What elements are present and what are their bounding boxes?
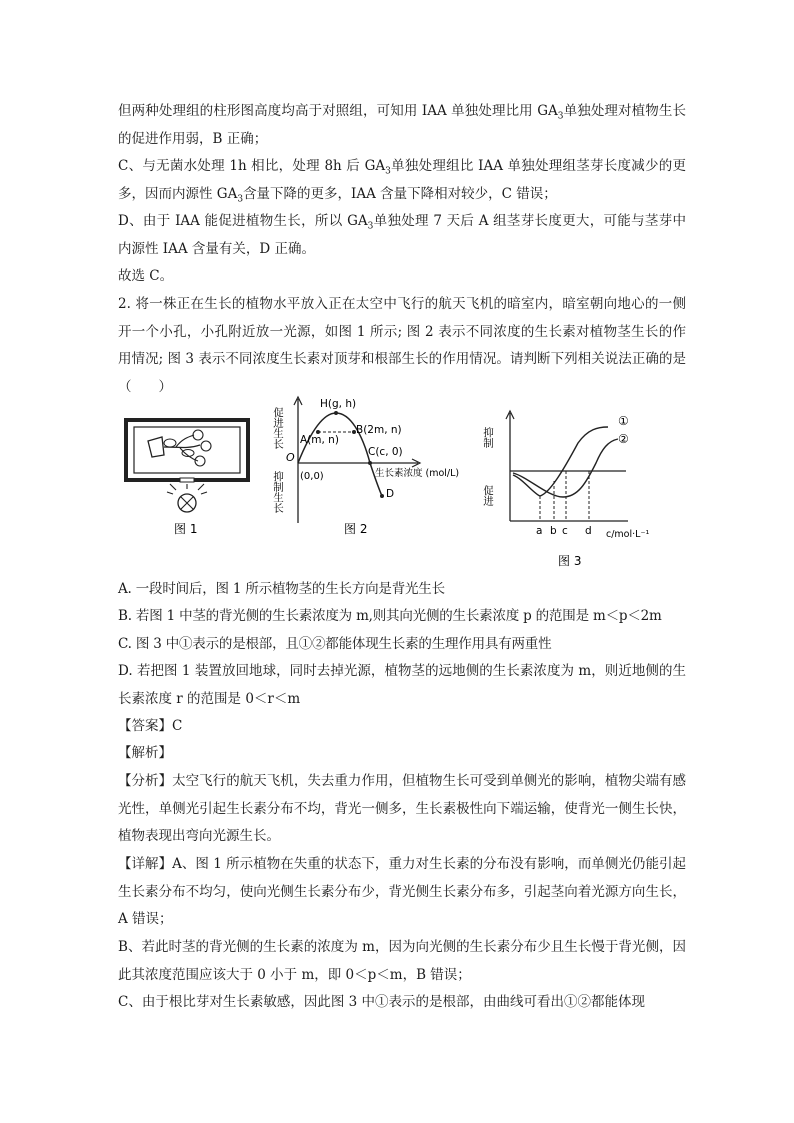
origin-coord-label: (0,0) (300, 471, 324, 482)
option-d: D. 若把图 1 装置放回地球，同时去掉光源，植物茎的远地侧的生长素浓度为 m，则近地侧的生长素浓度 r 的范围是 0＜r＜m (118, 663, 686, 707)
question-2-stem: 2. 将一株正在生长的植物水平放入正在太空中飞行的航天飞机的暗室内，暗室朝向地心的一侧开一个小孔，小孔附近放一光源，如图 1 所示; 图 2 表示不同浓度的生长素对植物茎生长的作用情况; 图 3 表示不同浓度生长素对顶芽和根部生长的作用情况。请判断下列相关说法正确的是（ ） (118, 296, 686, 395)
point-h (334, 411, 338, 415)
label-point-a: A(m, n) (300, 434, 339, 446)
option-a: A. 一段时间后，图 1 所示植物茎的生长方向是背光生长 (118, 581, 445, 597)
leaf-icon (164, 439, 176, 447)
figures-svg (118, 393, 698, 573)
flower-icon (201, 441, 211, 451)
curve-2-label: ② (618, 432, 629, 446)
figure-3 (482, 411, 649, 568)
flower-icon (193, 430, 203, 440)
curve-1-root (513, 427, 608, 496)
label-point-c: C(c, 0) (368, 446, 403, 458)
label-point-b: B(2m, n) (356, 424, 402, 436)
x-axis-label: 生长素浓度 (mol/L) (375, 468, 460, 479)
figure-1 (126, 420, 248, 536)
figure-3-caption: 图 3 (558, 554, 582, 568)
point-c (368, 461, 372, 465)
answer-line: 【答案】C (118, 718, 183, 734)
tick-label-d: d (585, 525, 592, 537)
label-point-h: H(g, h) (320, 398, 357, 410)
answer-choice-line: 故选 C。 (118, 268, 174, 284)
tick-label-b: b (550, 525, 557, 537)
paragraph-option-d-analysis: D、由于 IAA 能促进植物生长，所以 $GA_3$单独处理 7 天后 A 组茎芽长度更大，可能与茎芽中内源性 IAA 含量有关，D 正确。 (118, 213, 686, 257)
y-label-promote: 促进 (482, 485, 494, 506)
origin-label: O (286, 451, 295, 464)
curve-1-label: ① (618, 414, 629, 428)
figure-2-caption: 图 2 (344, 522, 368, 536)
plant-branch-upper (176, 435, 194, 447)
y-label-inhibit: 抑制 (482, 427, 494, 448)
point-d (380, 494, 384, 498)
small-hole (180, 478, 194, 482)
figure-1-caption: 图 1 (174, 522, 198, 536)
figure-2 (272, 397, 459, 536)
figure-group (118, 393, 698, 573)
explanation-heading: 【解析】 (118, 745, 172, 761)
option-b: B. 若图 1 中茎的背光侧的生长素浓度为 m,则其向光侧的生长素浓度 p 的范围是 m＜p＜2m (118, 608, 662, 624)
tick-label-c: c (562, 525, 568, 537)
detail-paragraph-c: C、由于根比芽对生长素敏感，因此图 3 中①表示的是根部，由曲线可看出①②都能体现 (118, 994, 645, 1010)
detail-paragraph-b: B、若此时茎的背光侧的生长素的浓度为 m，因为向光侧的生长素分布少且生长慢于背光侧，因此其浓度范围应该大于 0 小于 m，即 0＜p＜m，B 错误； (118, 939, 686, 983)
x-axis-label: c/mol·L⁻¹ (606, 529, 650, 540)
label-point-d: D (386, 488, 395, 500)
analysis-paragraph: 【分析】太空飞行的航天飞机，失去重力作用，但植物生长可受到单侧光的影响，植物尖端有感光性，单侧光引起生长素分布不均，背光一侧多，生长素极性向下端运输，使背光一侧生长快，植物表现出弯向光源生长。 (118, 773, 686, 845)
option-c: C. 图 3 中①表示的是根部，且①②都能体现生长素的生理作用具有两重性 (118, 636, 552, 652)
y-label-inhibit: 抑制生长 (272, 471, 284, 513)
paragraph-conclusion-b: 但两种处理组的柱形图高度均高于对照组，可知用 IAA 单独处理比用 $GA_3$单独处理对植物生长的促进作用弱，B 正确； (118, 103, 687, 147)
flower-pot (148, 437, 164, 457)
y-label-promote: 促进生长 (272, 407, 284, 449)
paragraph-option-c-analysis: C、与无菌水处理 1h 相比，处理 8h 后 $GA_3$单独处理组比 IAA 单独处理组茎芽长度减少的更多，因而内源性 $GA_3$含量下降的更多，IAA 含量下降相对较少，C 错误； (118, 158, 686, 205)
detail-paragraph-a: 【详解】A、图 1 所示植物在失重的状态下，重力对生长素的分布没有影响，而单侧光仍能引起生长素分布不均匀，使向光侧生长素分布少，背光侧生长素分布多，引起茎向着光源方向生长，A 错误； (118, 856, 686, 928)
tick-label-a: a (536, 525, 543, 537)
